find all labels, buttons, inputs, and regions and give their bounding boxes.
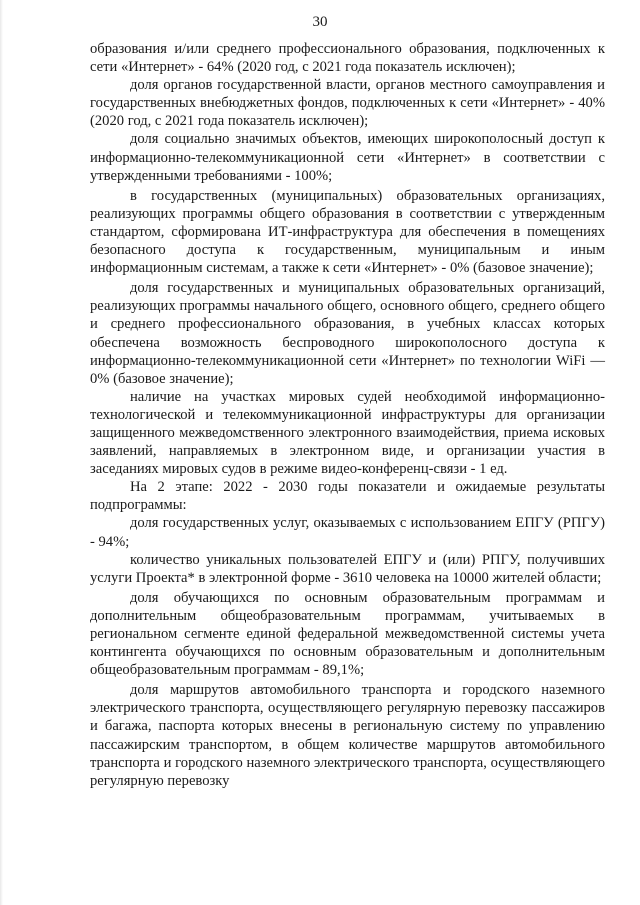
paragraph: На 2 этапе: 2022 - 2030 годы показатели и ожидаемые результаты подпрограммы:	[90, 479, 605, 514]
paragraph: доля обучающихся по основным образовательным программам и дополнительным общеобразовательным программам, учитываемых в региональном сегменте единой федеральной межведомственной системы учета контингента обучающихся по основным образовательным и дополнительным общеобразовательным программам - 89,1%;	[90, 589, 605, 679]
page-number: 30	[312, 14, 328, 30]
paragraph: доля органов государственной власти, органов местного самоуправления и государственных внебюджетных фондов, подключенных к сети «Интернет» - 40% (2020 год, с 2021 года показатель исключен);	[90, 77, 605, 130]
paragraph: в государственных (муниципальных) образовательных организациях, реализующих программы общего образования в соответствии с утвержденным стандартом, сформирована ИТ-инфраструктура для обеспечения в помещениях безопасного доступа к государственным, муниципальным и иным информационным системам, а также к сети «Интернет» - 0% (базовое значение);	[90, 187, 605, 277]
document-body	[90, 40, 605, 790]
paragraph: доля маршрутов автомобильного транспорта и городского наземного электрического транспорта, осуществляющего регулярную перевозку пассажиров и багажа, паспорта которых внесены в региональную систему по управлению пассажирским транспортом, в общем количестве маршрутов автомобильного транспорта и городского наземного электрического транспорта, осуществляющего регулярную перевозку	[90, 682, 605, 789]
paragraph: доля социально значимых объектов, имеющих широкополосный доступ к информационно-телекоммуникационной сети «Интернет» в соответствии с утвержденными требованиями - 100%;	[90, 131, 605, 184]
paragraph: количество уникальных пользователей ЕПГУ и (или) РПГУ, получивших услуги Проекта* в электронной форме - 3610 человека на 10000 жителей области;	[90, 551, 605, 586]
paragraph: наличие на участках мировых судей необходимой информационно-технологической и телекоммуникационной инфраструктуры для организации защищенного межведомственного электронного взаимодействия, приема исковых заявлений, направляемых в электронном виде, и организации участия в заседаниях мировых судов в режиме видео-конференц-связи - 1 ед.	[90, 388, 605, 478]
paragraph: доля государственных услуг, оказываемых с использованием ЕПГУ (РПГУ) - 94%;	[90, 515, 605, 550]
scan-edge	[0, 0, 3, 905]
paragraph: образования и/или среднего профессионального образования, подключенных к сети «Интернет» - 64% (2020 год, с 2021 года показатель исключен);	[90, 41, 605, 76]
paragraph: доля государственных и муниципальных образовательных организаций, реализующих программы начального общего, основного общего, среднего общего и среднего профессионального образования, в учебных классах которых обеспечена возможность беспроводного широкополосного доступа к информационно-телекоммуникационной сети «Интернет» по технологии WiFi — 0% (базовое значение);	[90, 280, 605, 387]
